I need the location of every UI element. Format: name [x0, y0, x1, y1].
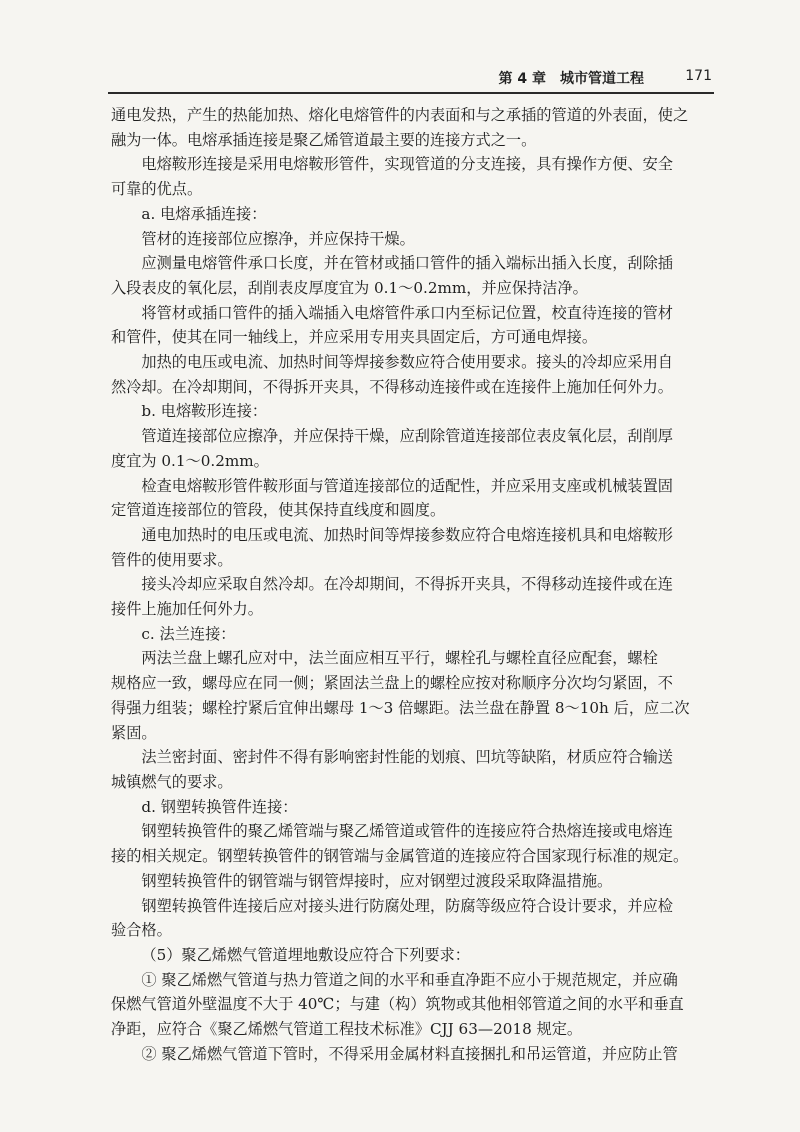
paragraph: [111, 227, 715, 252]
text-line: 得强力组装；螺栓拧紧后宜伸出螺母 1～3 倍螺距。法兰盘在静置 8～10h 后，应二次: [111, 698, 690, 717]
text-line: 加热的电压或电流、加热时间等焊接参数应符合使用要求。接头的冷却应采用自: [141, 353, 673, 372]
text-line: a. 电熔承插连接：: [141, 204, 267, 223]
paragraph: [111, 251, 715, 300]
text-line: 通电发热，产生的热能加热、熔化电熔管件的内表面和与之承插的管道的外表面，使之: [111, 106, 689, 124]
text-line: 度宜为 0.1～0.2mm。: [111, 451, 269, 470]
running-header: [108, 66, 714, 94]
text-line: 接的相关规定。钢塑转换管件的钢管端与金属管道的连接应符合国家现行标准的规定。: [111, 847, 689, 866]
text-line: 接头冷却应采取自然冷却。在冷却期间，不得拆开夹具，不得移动连接件或在连: [141, 575, 673, 594]
chapter-title: 第 4 章 城市管道工程: [498, 71, 644, 87]
text-line: 接件上施加任何外力。: [111, 600, 263, 619]
text-line: 和管件，使其在同一轴线上，并应采用专用夹具固定后，方可通电焊接。: [111, 328, 597, 347]
paragraph: [111, 894, 715, 943]
text-line: ① 聚乙烯燃气管道与热力管道之间的水平和垂直净距不应小于规范规定，并应确: [141, 970, 678, 989]
text-line: 将管材或插口管件的插入端插入电熔管件承口内至标记位置，校直待连接的管材: [141, 303, 673, 322]
paragraph: [111, 424, 715, 473]
text-line: （5）聚乙烯燃气管道埋地敷设应符合下列要求：: [141, 945, 470, 964]
text-line: 应测量电熔管件承口长度，并在管材或插口管件的插入端标出插入长度，刮除插: [141, 254, 673, 273]
text-line: 融为一体。电熔承插连接是聚乙烯管道最主要的连接方式之一。: [111, 130, 537, 149]
text-line: 可靠的优点。: [111, 180, 203, 199]
text-line: 管材的连接部位应擦净，并应保持干燥。: [141, 229, 415, 248]
text-line: 管件的使用要求。: [111, 550, 233, 569]
paragraph: [111, 622, 715, 647]
paragraph: [111, 301, 715, 350]
paragraph: [111, 523, 715, 572]
text-line: 两法兰盘上螺孔应对中，法兰面应相互平行，螺栓孔与螺栓直径应配套，螺栓: [141, 649, 658, 668]
paragraph: [111, 869, 715, 894]
paragraph: [111, 474, 715, 523]
text-line: 检查电熔鞍形管件鞍形面与管道连接部位的适配性，并应采用支座或机械装置固: [141, 476, 673, 495]
text-line: 入段表皮的氧化层，刮削表皮厚度宜为 0.1～0.2mm，并应保持洁净。: [111, 278, 588, 297]
text-line: 法兰密封面、密封件不得有影响密封性能的划痕、凹坑等缺陷，材质应符合输送: [141, 748, 673, 767]
paragraph: [111, 572, 715, 621]
text-line: b. 电熔鞍形连接：: [141, 402, 268, 421]
text-line: c. 法兰连接：: [141, 624, 236, 643]
text-line: 通电加热时的电压或电流、加热时间等焊接参数应符合电熔连接机具和电熔鞍形: [141, 525, 673, 544]
text-line: 定管道连接部位的管段，使其保持直线度和圆度。: [111, 501, 446, 520]
text-line: ② 聚乙烯燃气管道下管时，不得采用金属材料直接捆扎和吊运管道，并应防止管: [141, 1044, 678, 1063]
text-line: 钢塑转换管件的聚乙烯管端与聚乙烯管道或管件的连接应符合热熔连接或电熔连: [141, 822, 673, 841]
text-line: 钢塑转换管件的钢管端与钢管焊接时，应对钢塑过渡段采取降温措施。: [141, 871, 613, 890]
text-line: 城镇燃气的要求。: [111, 772, 233, 791]
paragraph: [111, 646, 715, 745]
paragraph: [111, 103, 715, 152]
text-line: 规格应一致，螺母应在同一侧；紧固法兰盘上的螺栓应按对称顺序分次均匀紧固，不: [111, 674, 673, 693]
paragraph: [111, 819, 715, 868]
text-line: 管道连接部位应擦净，并应保持干燥，应刮除管道连接部位表皮氧化层，刮削厚: [141, 427, 673, 446]
paragraph: [111, 399, 715, 424]
paragraph: [111, 943, 715, 968]
paragraph: [111, 795, 715, 820]
page-number: 171: [685, 68, 712, 84]
text-line: 钢塑转换管件连接后应对接头进行防腐处理，防腐等级应符合设计要求，并应检: [141, 896, 673, 915]
paragraph: [111, 202, 715, 227]
text-line: 验合格。: [111, 921, 172, 940]
text-line: 电熔鞍形连接是采用电熔鞍形管件，实现管道的分支连接，具有操作方便、安全: [141, 155, 673, 174]
paragraph: [111, 1042, 715, 1067]
text-line: 净距，应符合《聚乙烯燃气管道工程技术标准》CJJ 63—2018 规定。: [111, 1020, 583, 1039]
text-line: 然冷却。在冷却期间，不得拆开夹具，不得移动连接件或在连接件上施加任何外力。: [111, 377, 673, 396]
paragraph: [111, 152, 715, 201]
paragraph: [111, 745, 715, 794]
text-line: 保燃气管道外壁温度不大于 40℃；与建（构）筑物或其他相邻管道之间的水平和垂直: [111, 995, 684, 1014]
paragraph: [111, 350, 715, 399]
paragraph: [111, 968, 715, 1042]
text-line: 紧固。: [111, 723, 157, 742]
text-line: d. 钢塑转换管件连接：: [141, 797, 298, 816]
page-body: [111, 103, 715, 1066]
